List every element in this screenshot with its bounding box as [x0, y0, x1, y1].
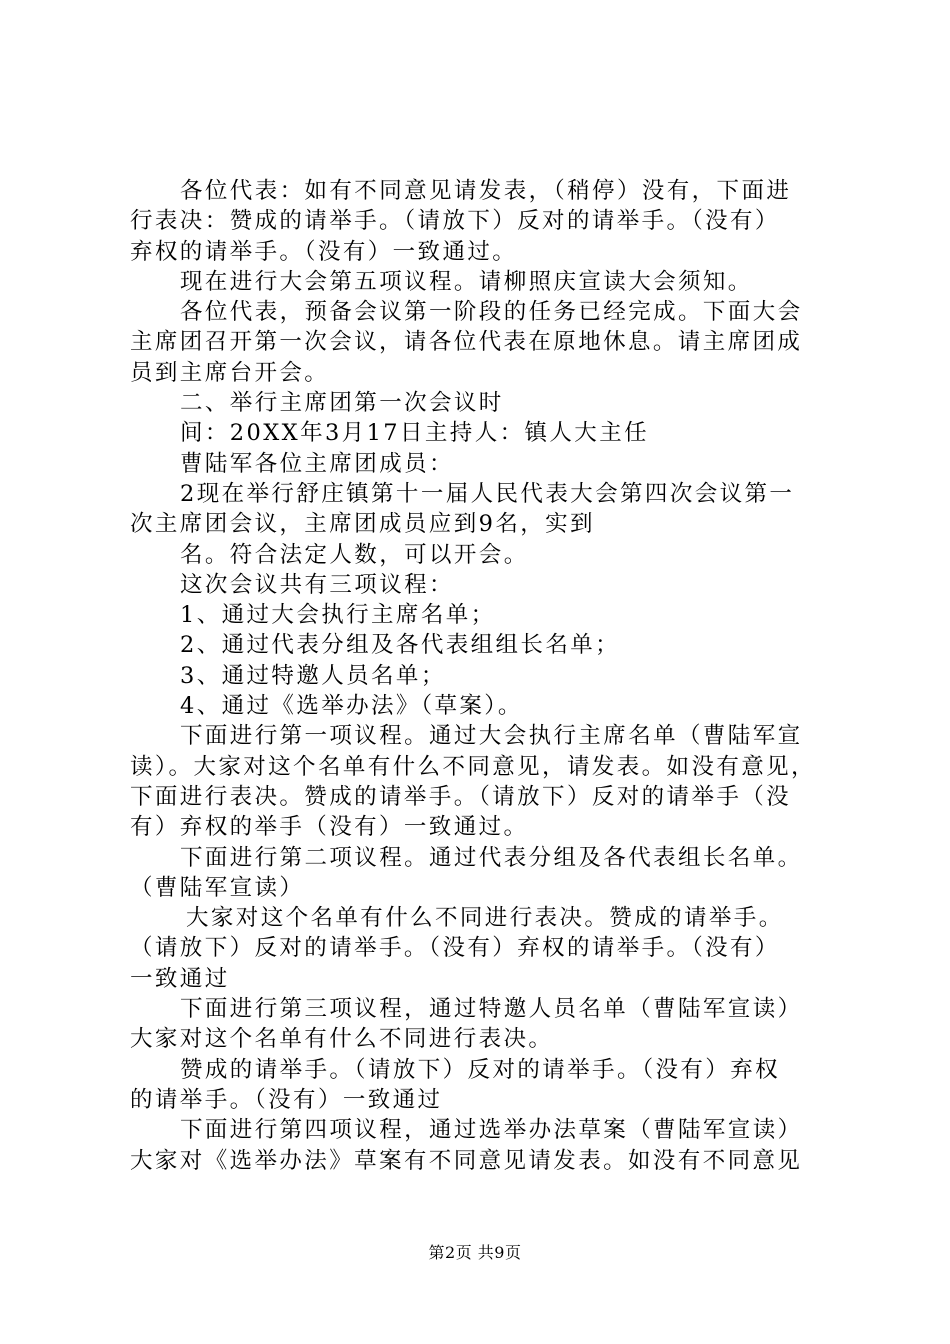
text-line: 下面进行第三项议程，通过特邀人员名单（曹陆军宣读） [180, 996, 803, 1023]
text-line: 弃权的请举手。（没有）一致通过。 [130, 238, 518, 265]
text-line: 间：20XX年3月17日主持人：镇人大主任 [180, 420, 650, 447]
text-line: 2现在举行舒庄镇第十一届人民代表大会第四次会议第一 [180, 480, 795, 507]
text-line: 读）。大家对这个名单有什么不同意见，请发表。如没有意见， [130, 753, 816, 780]
text-line: 员到主席台开会。 [130, 359, 330, 386]
text-line: 下面进行第四项议程，通过选举办法草案（曹陆军宣读） [180, 1117, 803, 1144]
text-line: 1、通过大会执行主席名单； [180, 602, 496, 629]
text-line: 赞成的请举手。（请放下）反对的请举手。（没有）弃权 [180, 1056, 781, 1083]
text-line: （曹陆军宣读） [130, 874, 305, 901]
page-number-label: 第2页 共9页 [428, 1243, 522, 1262]
text-line: 3、通过特邀人员名单； [180, 662, 446, 689]
text-line: 主席团召开第一次会议，请各位代表在原地休息。请主席团成 [130, 329, 803, 356]
text-line: 次主席团会议，主席团成员应到9名，实到 [130, 511, 595, 538]
text-line: （请放下）反对的请举手。（没有）弃权的请举手。（没有） [130, 935, 780, 962]
text-line: 这次会议共有三项议程： [180, 571, 454, 598]
text-line: 行表决：赞成的请举手。（请放下）反对的请举手。（没有） [130, 208, 780, 235]
text-line: 下面进行表决。赞成的请举手。（请放下）反对的请举手（没 [130, 783, 792, 810]
text-line: 的请举手。（没有）一致通过 [130, 1086, 443, 1113]
text-line: 2、通过代表分组及各代表组组长名单； [180, 632, 621, 659]
document-body [130, 176, 836, 1176]
text-line: 名。符合法定人数，可以开会。 [180, 541, 529, 568]
text-line: 4、通过《选举办法》（草案）。 [180, 693, 523, 720]
text-line: 有）弃权的举手（没有）一致通过。 [130, 814, 529, 841]
text-line: 大家对这个名单有什么不同进行表决。赞成的请举手。 [186, 905, 784, 932]
text-line: 大家对这个名单有什么不同进行表决。 [130, 1026, 554, 1053]
text-line: 一致通过 [130, 965, 230, 992]
text-line: 曹陆军各位主席团成员： [180, 450, 454, 477]
text-line: 二、举行主席团第一次会议时 [180, 390, 504, 417]
text-line: 各位代表，预备会议第一阶段的任务已经完成。下面大会 [180, 299, 803, 326]
text-line: 下面进行第二项议程。通过代表分组及各代表组长名单。 [180, 844, 803, 871]
page-footer [0, 1243, 950, 1263]
text-line: 现在进行大会第五项议程。请柳照庆宣读大会须知。 [180, 268, 753, 295]
text-line: 大家对《选举办法》草案有不同意见请发表。如没有不同意见 [130, 1147, 803, 1174]
text-line: 下面进行第一项议程。通过大会执行主席名单（曹陆军宣 [180, 723, 803, 750]
text-line: 各位代表：如有不同意见请发表，（稍停）没有，下面进 [180, 178, 792, 204]
